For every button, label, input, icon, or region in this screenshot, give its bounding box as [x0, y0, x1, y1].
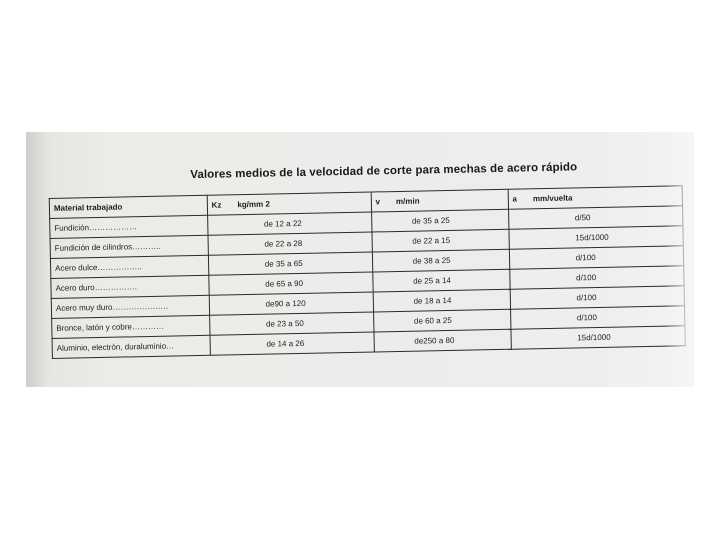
cutting-speed-table: [49, 185, 686, 359]
header-kz-unit: kg/mm 2: [237, 199, 270, 210]
cell-material: Bronce, latón y cobre…………: [52, 315, 210, 338]
cell-v: de 60 a 25: [373, 309, 510, 332]
cell-v: de 38 a 25: [372, 249, 509, 272]
cell-material: Acero muy duro…………………: [51, 295, 209, 318]
cell-material: Fundición de cilindros………..: [50, 235, 208, 258]
cell-v: de 22 a 15: [372, 229, 509, 252]
cell-material: Fundición………………: [50, 215, 208, 238]
cell-kz: de 35 a 65: [208, 252, 372, 275]
cell-material: Acero duro…………….: [51, 275, 209, 298]
cell-material: Aluminio, electrón, duraluminio…: [52, 335, 210, 358]
cell-v: de 25 a 14: [372, 269, 509, 292]
cell-kz: de 14 a 26: [210, 332, 374, 355]
cell-kz: de 12 a 22: [207, 212, 371, 235]
header-material: Material trabajado: [49, 195, 207, 218]
cell-a: d/100: [509, 246, 684, 269]
header-kz-symbol: Kz: [211, 200, 222, 210]
document-photo: [26, 132, 694, 387]
cell-kz: de 22 a 28: [208, 232, 372, 255]
header-v-symbol: v: [375, 197, 381, 207]
cell-v: de 35 a 25: [371, 209, 508, 232]
cell-kz: de 23 a 50: [209, 312, 373, 335]
cell-a: d/100: [510, 306, 685, 329]
cell-a: d/100: [510, 286, 685, 309]
header-v-unit: m/min: [395, 196, 420, 207]
table-title: Valores medios de la velocidad de corte para mechas de acero rápido: [190, 161, 578, 182]
cell-kz: de 65 a 90: [209, 272, 373, 295]
cell-a: 15d/1000: [511, 326, 686, 349]
cell-kz: de90 a 120: [209, 292, 373, 315]
cell-a: 15d/1000: [509, 226, 684, 249]
header-a-symbol: a: [512, 194, 518, 204]
cell-v: de250 a 80: [374, 329, 511, 352]
cell-material: Acero dulce……………..: [50, 255, 208, 278]
cell-a: d/50: [508, 206, 683, 229]
cell-v: de 18 a 14: [373, 289, 510, 312]
document-sheet: [48, 149, 692, 382]
header-v: [371, 189, 508, 212]
header-a-unit: mm/vuelta: [532, 193, 573, 204]
cell-a: d/100: [509, 266, 684, 289]
